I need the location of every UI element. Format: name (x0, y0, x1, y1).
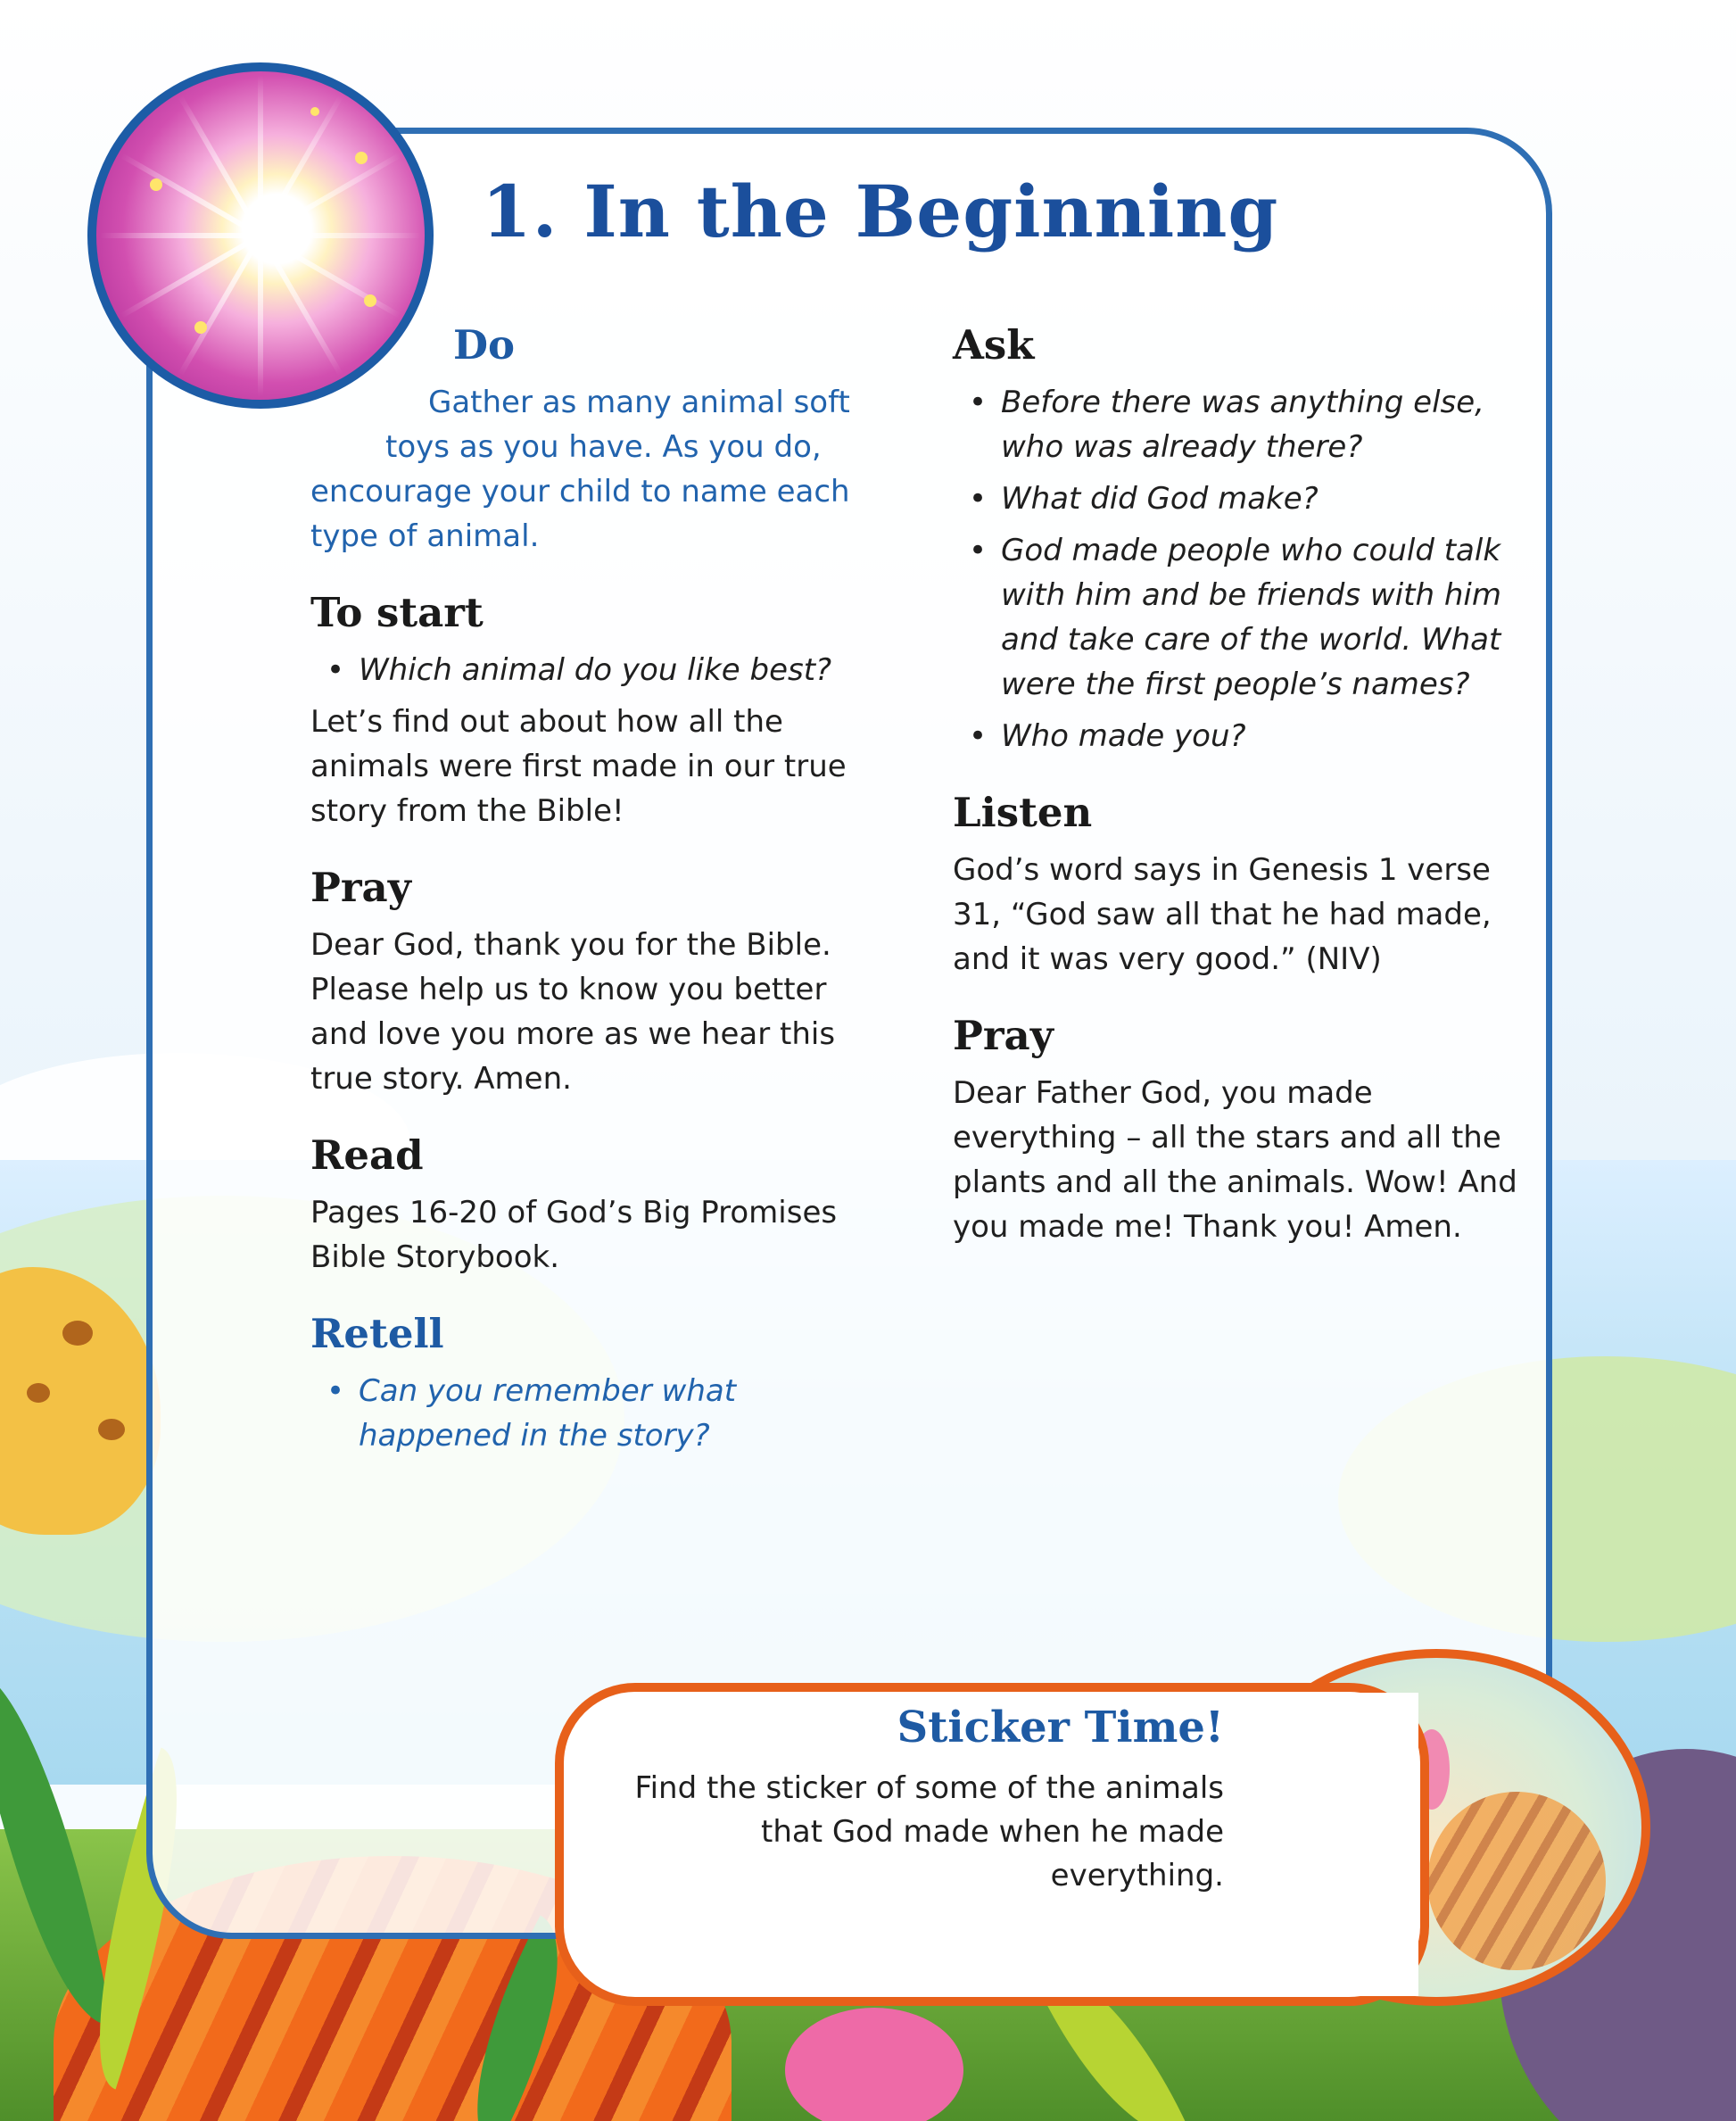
to-start-text: Let’s find out about how all the animals were first made in our true story from the Bible! (310, 704, 847, 829)
list-item: • What did God make? (953, 476, 1524, 521)
read-section (310, 1131, 881, 1280)
pray-text-right: Dear Father God, you made everything – all the stars and all the plants and all the animals. Wow! And you made me! Thank you! Amen. (953, 1075, 1517, 1245)
sticker-content (624, 1703, 1224, 1898)
to-start-list (310, 648, 881, 692)
to-start-section (310, 589, 881, 833)
retell-list (310, 1369, 881, 1458)
list-item: • Can you remember what happened in the story? (310, 1369, 881, 1458)
left-column (310, 321, 881, 1488)
pray-text: Dear God, thank you for the Bible. Please help us to know you better and love you more as we hear this true story. Amen. (310, 927, 836, 1097)
sticker-box-fill (1231, 1693, 1418, 1996)
ask-heading: Ask (953, 321, 1035, 369)
ask-list (953, 380, 1524, 758)
list-item: • Before there was anything else, who was already there? (953, 380, 1524, 469)
ask-section (953, 321, 1524, 758)
list-item: • Which animal do you like best? (310, 648, 881, 692)
pray-section (310, 864, 881, 1101)
do-section (310, 321, 881, 559)
do-heading: Do (453, 321, 516, 369)
chameleon-illustration (785, 2008, 963, 2121)
right-column (953, 321, 1524, 1280)
list-item: • Who made you? (953, 714, 1524, 758)
listen-heading: Listen (953, 789, 1093, 836)
listen-section (953, 789, 1524, 982)
read-text: Pages 16-20 of God’s Big Promises Bible Storybook. (310, 1195, 838, 1275)
pray-section-right (953, 1012, 1524, 1249)
do-text: Gather as many animal soft toys as you have. As you do, encourage your child to name each type of animal. (310, 385, 850, 554)
retell-section (310, 1310, 881, 1458)
read-heading: Read (310, 1131, 424, 1179)
retell-heading: Retell (310, 1310, 444, 1357)
list-item: • God made people who could talk with him and be friends with him and take care of the world. What were the first people’s names? (953, 528, 1524, 707)
sticker-text: Find the sticker of some of the animals that God made when he made everything. (634, 1769, 1224, 1893)
page-title: 1. In the Beginning (482, 170, 1279, 253)
sticker-heading: Sticker Time! (897, 1703, 1224, 1752)
listen-text: God’s word says in Genesis 1 verse 31, “God saw all that he had made, and it was very good.” (NIV) (953, 852, 1492, 977)
pray-heading: Pray (310, 864, 411, 911)
pray-heading-right: Pray (953, 1012, 1054, 1059)
to-start-heading: To start (310, 589, 484, 636)
